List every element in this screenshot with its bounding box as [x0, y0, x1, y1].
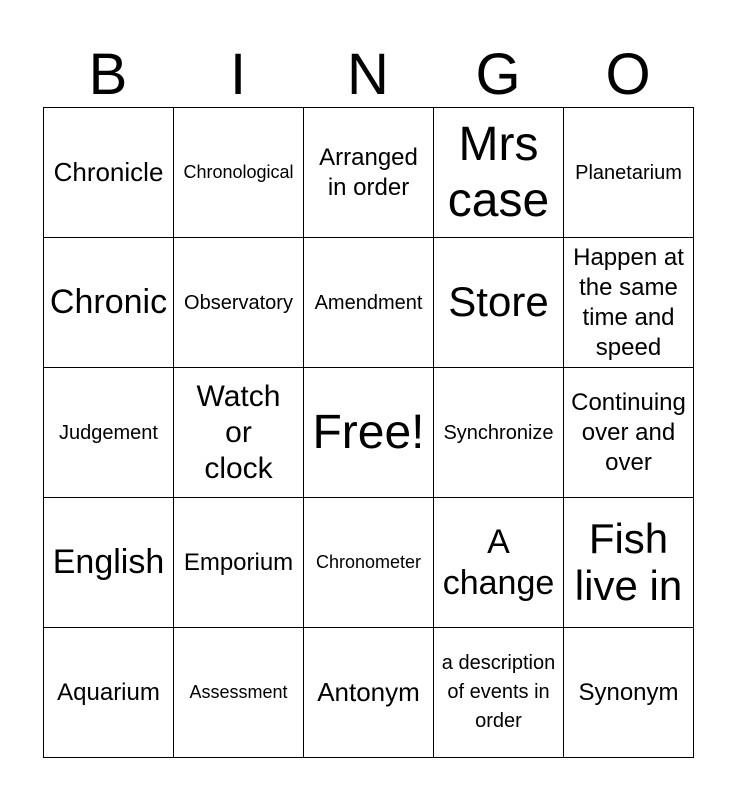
cell-text: Mrs case: [447, 118, 550, 227]
header-letter-n: N: [347, 42, 389, 107]
cell-text: Arranged in order: [319, 143, 418, 201]
bingo-cell: [44, 628, 174, 758]
bingo-cell: [304, 628, 434, 758]
cell-text: Store: [448, 278, 549, 326]
cell-text: Chronicle: [53, 157, 164, 188]
cell-text: Amendment: [314, 291, 423, 314]
bingo-cell: [174, 368, 304, 498]
bingo-cell: [434, 628, 564, 758]
bingo-header: [43, 42, 693, 108]
cell-text: Synchronize: [443, 421, 554, 444]
cell-text: Happen at the same time and speed: [573, 243, 684, 361]
bingo-cell: [44, 108, 174, 238]
bingo-cell: [304, 238, 434, 368]
bingo-cell: [304, 498, 434, 628]
bingo-cell: [174, 238, 304, 368]
bingo-cell: [434, 368, 564, 498]
bingo-cell: [44, 368, 174, 498]
cell-text: Continuing over and over: [571, 388, 686, 476]
cell-text: Chronological: [183, 161, 294, 182]
bingo-cell: [564, 108, 694, 238]
bingo-cell: [304, 368, 434, 498]
bingo-cell: [434, 108, 564, 238]
cell-text: Judgement: [59, 421, 158, 444]
bingo-cell: [564, 628, 694, 758]
bingo-cell: [174, 628, 304, 758]
bingo-board: [43, 107, 694, 758]
bingo-cell: [564, 238, 694, 368]
cell-text: Planetarium: [575, 161, 682, 184]
cell-text: Emporium: [183, 548, 294, 576]
cell-text: Synonym: [578, 678, 679, 706]
bingo-cell: [304, 108, 434, 238]
header-letter-g: G: [475, 42, 521, 107]
bingo-cell: [564, 368, 694, 498]
cell-text: Fish live in: [574, 515, 683, 609]
cell-text: Free!: [312, 405, 425, 459]
cell-text: English: [52, 543, 165, 582]
bingo-cell: [564, 498, 694, 628]
bingo-cell: [44, 498, 174, 628]
bingo-cell: [44, 238, 174, 368]
header-letter-b: B: [88, 42, 128, 107]
header-letter-i: I: [229, 42, 247, 107]
cell-text: Antonym: [317, 677, 420, 708]
header-letter-o: O: [605, 42, 651, 107]
bingo-cell: [434, 238, 564, 368]
cell-text: Observatory: [184, 291, 293, 314]
cell-text: A change: [442, 522, 555, 602]
cell-text: Chronic: [49, 283, 168, 322]
cell-text: a description of events in order: [441, 652, 556, 732]
bingo-cell: [434, 498, 564, 628]
cell-text: Chronometer: [315, 551, 422, 572]
bingo-cell: [174, 108, 304, 238]
bingo-cell: [174, 498, 304, 628]
cell-text: Aquarium: [57, 678, 160, 706]
cell-text: Watch or clock: [196, 379, 281, 485]
cell-text: Assessment: [189, 681, 288, 702]
